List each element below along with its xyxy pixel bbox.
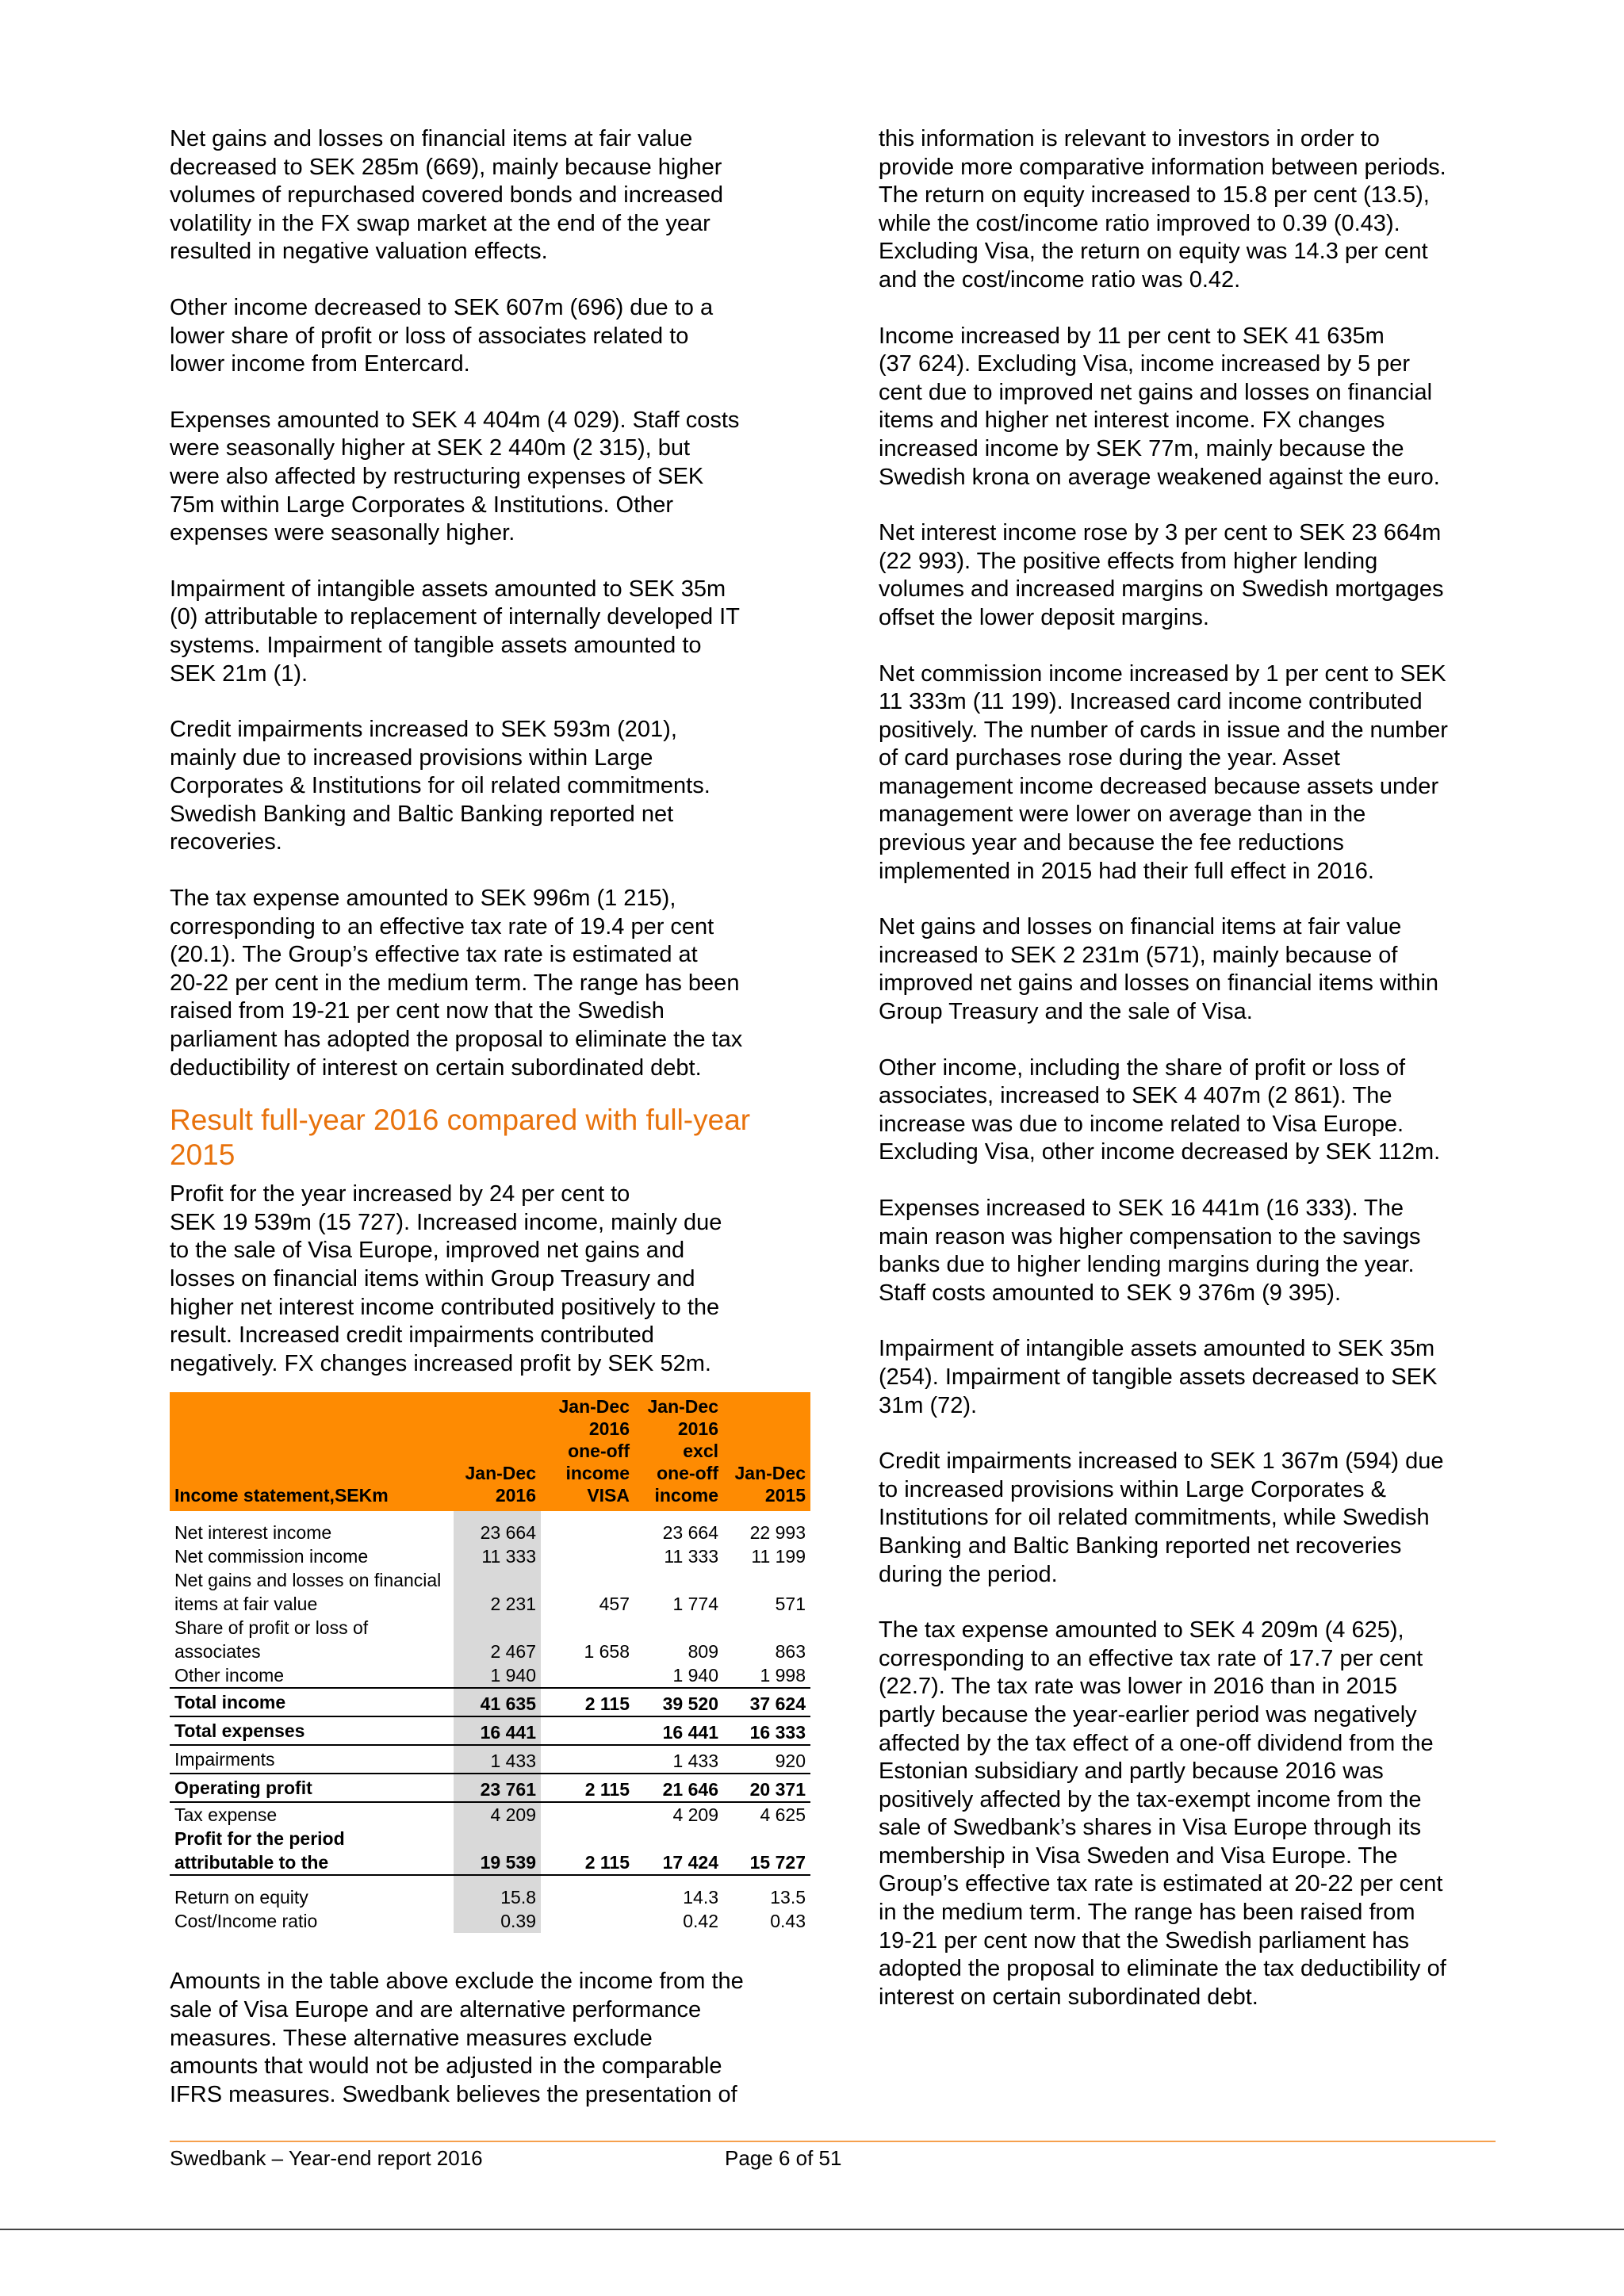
paragraph-left-2: Other income decreased to SEK 607m (696) due to a lower share of profit or loss of associates related to lower income from Entercard.	[170, 294, 714, 377]
table-row	[170, 1663, 810, 1688]
cell: 4 209	[672, 1804, 718, 1826]
paragraph-right-10: The tax expense amounted to SEK 4 209m (4 625), corresponding to an effective tax rate of 17.7 per cent (22.7). The tax rate was lower in 2016 than in 2015 partly because the year-earlier period was negatively affected by the tax effect of a one-off dividend from the Estonian subsidiary and partly because 2016 was positively affected by the tax-exempt income from the sale of Swedbank’s shares in Visa Europe through its membership in Visa Sweden and Visa Europe. The Group’s effective tax rate is estimated at 20-22 per cent in the medium term. The range has been raised from 19-21 per cent now that the Swedish parliament has adopted the proposal to eliminate the tax deductibility of interest on certain subordinated debt.	[879, 1617, 1446, 2010]
table-spacer	[170, 1875, 810, 1885]
table-row-profit	[170, 1827, 810, 1875]
row-label: Cost/Income ratio	[174, 1911, 318, 1932]
cell: 22 993	[749, 1522, 806, 1544]
cell	[541, 1885, 634, 1909]
cell	[541, 1521, 634, 1544]
footer-page-number: Page 6 of 51	[725, 2146, 842, 2170]
cell: 11 333	[664, 1546, 718, 1567]
cell: 0.42	[683, 1911, 718, 1932]
cell: 4 209	[454, 1802, 541, 1827]
section-heading: Result full-year 2016 compared with full-year 2015	[170, 1104, 751, 1172]
cell: 0.43	[770, 1911, 806, 1932]
cell: 2 467	[454, 1616, 541, 1663]
table-col-header: Jan-Dec 2016 excl one-off income	[634, 1392, 723, 1511]
cell: 1 998	[723, 1663, 810, 1688]
row-label: Return on equity	[174, 1887, 308, 1908]
paragraph-right-5: Net gains and losses on financial items at fair value increased to SEK 2 231m (571), mainly because of improved net gains and losses on financial items within Group Treasury and the sale of Visa.	[879, 914, 1439, 1025]
cell: 14.3	[683, 1887, 718, 1908]
paragraph-right-2: Income increased by 11 per cent to SEK 41 635m (37 624). Excluding Visa, income increased by 5 per cent due to improved net gains and losses on financial items and higher net interest income. FX changes increased income by SEK 77m, mainly because the Swedish krona on average weakened against the euro.	[879, 323, 1440, 490]
table-col-header: Jan-Dec 2015	[723, 1392, 810, 1511]
cell: 15 727	[723, 1827, 810, 1875]
cell: 41 635	[454, 1688, 541, 1716]
row-label: Net interest income	[174, 1522, 332, 1544]
cell: 16 441	[454, 1716, 541, 1745]
row-label: Profit for the period attributable to the	[170, 1827, 454, 1875]
cell: 16 441	[634, 1716, 723, 1745]
cell: 920	[723, 1745, 810, 1774]
cell: 2 115	[541, 1827, 634, 1875]
cell	[541, 1745, 634, 1774]
cell	[541, 1909, 634, 1933]
cell: 39 520	[634, 1688, 723, 1716]
cell: 23 664	[662, 1522, 718, 1544]
paragraph-right-9: Credit impairments increased to SEK 1 367m (594) due to increased provisions within Large Corporates & Institutions for oil related commitments, while Swedish Banking and Baltic Banking reported net recoveries during the period.	[879, 1448, 1444, 1587]
page-bottom-rule	[0, 2229, 1624, 2230]
table-row	[170, 1521, 810, 1544]
paragraph-left-4: Impairment of intangible assets amounted to SEK 35m (0) attributable to replacement of internally developed IT systems. Impairment of tangible assets amounted to SEK 21m (1).	[170, 576, 740, 687]
cell	[541, 1716, 634, 1745]
cell: 863	[775, 1641, 806, 1663]
cell: 809	[688, 1641, 718, 1663]
cell: 1 940	[634, 1663, 723, 1688]
right-column	[879, 125, 1497, 2039]
cell: 16 333	[723, 1716, 810, 1745]
cell	[541, 1663, 634, 1688]
paragraph-left-6: The tax expense amounted to SEK 996m (1 215), corresponding to an effective tax rate of 19.4 per cent (20.1). The Group’s effective tax rate is estimated at 20-22 per cent in the medium term. The range has been raised from 19-21 per cent now that the Swedish parliament has adopted the proposal to eliminate the tax deductibility of interest on certain subordinated debt.	[170, 886, 743, 1081]
cell	[541, 1544, 634, 1568]
row-label: Operating profit	[170, 1774, 454, 1802]
table-row-total-income	[170, 1688, 810, 1716]
paragraph-left-3: Expenses amounted to SEK 4 404m (4 029). Staff costs were seasonally higher at SEK 2 440m (2 315), but were also affected by restructuring expenses of SEK 75m within Large Corporates & Institutions. Other expenses were seasonally higher.	[170, 407, 740, 546]
cell: 2 115	[541, 1774, 634, 1802]
cell: 1 658	[584, 1641, 630, 1663]
cell: 11 333	[454, 1544, 541, 1568]
paragraph-left-5: Credit impairments increased to SEK 593m (201), mainly due to increased provisions within Large Corporates & Institutions for oil related commitments. Swedish Banking and Baltic Banking reported net recoveries.	[170, 717, 710, 855]
cell: 571	[775, 1594, 806, 1615]
cell: 13.5	[770, 1887, 806, 1908]
row-label: Other income	[170, 1663, 454, 1688]
paragraph-right-7: Expenses increased to SEK 16 441m (16 333). The main reason was higher compensation to the savings banks due to higher lending margins during the year. Staff costs amounted to SEK 9 376m (9 395).	[879, 1196, 1421, 1306]
table-row	[170, 1745, 810, 1774]
footer-divider	[170, 2141, 1496, 2142]
cell	[541, 1802, 634, 1827]
footer-report-title: Swedbank – Year-end report 2016	[170, 2146, 483, 2170]
table-col-header: Jan-Dec 2016 one-off income VISA	[541, 1392, 634, 1511]
cell: 1 433	[454, 1745, 541, 1774]
income-statement-table	[170, 1392, 810, 1933]
table-row	[170, 1616, 810, 1663]
table-header-label: Income statement,SEKm	[170, 1392, 454, 1511]
row-label: Total income	[170, 1688, 454, 1716]
section-intro: Profit for the year increased by 24 per cent to SEK 19 539m (15 727). Increased income, mainly due to the sale of Visa Europe, improved net gains and losses on financial items within Group Treasury and higher net interest income contributed positively to the result. Increased credit impairments contributed negatively. FX changes increased profit by SEK 52m.	[170, 1181, 722, 1376]
cell: 0.39	[454, 1909, 541, 1933]
paragraph-right-8: Impairment of intangible assets amounted to SEK 35m (254). Impairment of tangible assets decreased to SEK 31m (72).	[879, 1336, 1438, 1418]
cell: 1 433	[634, 1745, 723, 1774]
cell: 2 231	[454, 1568, 541, 1616]
row-label: Net commission income	[174, 1546, 369, 1567]
cell: 4 625	[760, 1804, 806, 1826]
cell: 1 940	[454, 1663, 541, 1688]
cell: 17 424	[634, 1827, 723, 1875]
cell: 11 199	[751, 1546, 806, 1567]
table-row-operating-profit	[170, 1774, 810, 1802]
table-row	[170, 1568, 810, 1616]
paragraph-right-1: this information is relevant to investors in order to provide more comparative information between periods. The return on equity increased to 15.8 per cent (13.5), while the cost/income ratio improved to 0.39 (0.43). Excluding Visa, the return on equity was 14.3 per cent and the cost/income ratio was 0.42.	[879, 126, 1446, 293]
table-row	[170, 1909, 810, 1933]
cell: 457	[599, 1594, 630, 1615]
row-label: Net gains and losses on financial items at fair value	[174, 1570, 442, 1615]
row-label: Total expenses	[170, 1716, 454, 1745]
table-row	[170, 1802, 810, 1827]
table-col-header: Jan-Dec 2016	[454, 1392, 541, 1511]
table-row-total-expenses	[170, 1716, 810, 1745]
row-label: Impairments	[170, 1745, 454, 1774]
paragraph-after-table: Amounts in the table above exclude the income from the sale of Visa Europe and are alternative performance measures. These alternative measures exclude amounts that would not be adjusted in the comparable IFRS measures. Swedbank believes the presentation of	[170, 1969, 744, 2107]
cell: 21 646	[634, 1774, 723, 1802]
paragraph-right-3: Net interest income rose by 3 per cent to SEK 23 664m (22 993). The positive effects from higher lending volumes and increased margins on Swedish mortgages offset the lower deposit margins.	[879, 520, 1444, 630]
table-header-row	[170, 1392, 810, 1511]
paragraph-right-6: Other income, including the share of profit or loss of associates, increased to SEK 4 407m (2 861). The increase was due to income related to Visa Europe. Excluding Visa, other income decreased by SEK 112m.	[879, 1054, 1441, 1165]
cell: 23 761	[454, 1774, 541, 1802]
row-label: Share of profit or loss of associates	[174, 1617, 369, 1663]
table-row	[170, 1544, 810, 1568]
table-spacer	[170, 1511, 810, 1521]
cell: 19 539	[454, 1827, 541, 1875]
cell: 23 664	[454, 1521, 541, 1544]
cell: 20 371	[723, 1774, 810, 1802]
left-column	[170, 125, 806, 2137]
cell: 15.8	[454, 1885, 541, 1909]
cell: 1 774	[672, 1594, 718, 1615]
cell: 37 624	[723, 1688, 810, 1716]
table-row	[170, 1885, 810, 1909]
paragraph-right-4: Net commission income increased by 1 per cent to SEK 11 333m (11 199). Increased card income contributed positively. The number of cards in issue and the number of card purchases rose during the year. Asset management income decreased because assets under management were lower on average than in the previous year and because the fee reductions implemented in 2015 had their full effect in 2016.	[879, 660, 1448, 884]
paragraph-left-1: Net gains and losses on financial items at fair value decreased to SEK 285m (669), mainly because higher volumes of repurchased covered bonds and increased volatility in the FX swap market at the end of the year resulted in negative valuation effects.	[170, 126, 724, 265]
cell: 2 115	[541, 1688, 634, 1716]
row-label: Tax expense	[174, 1804, 278, 1826]
